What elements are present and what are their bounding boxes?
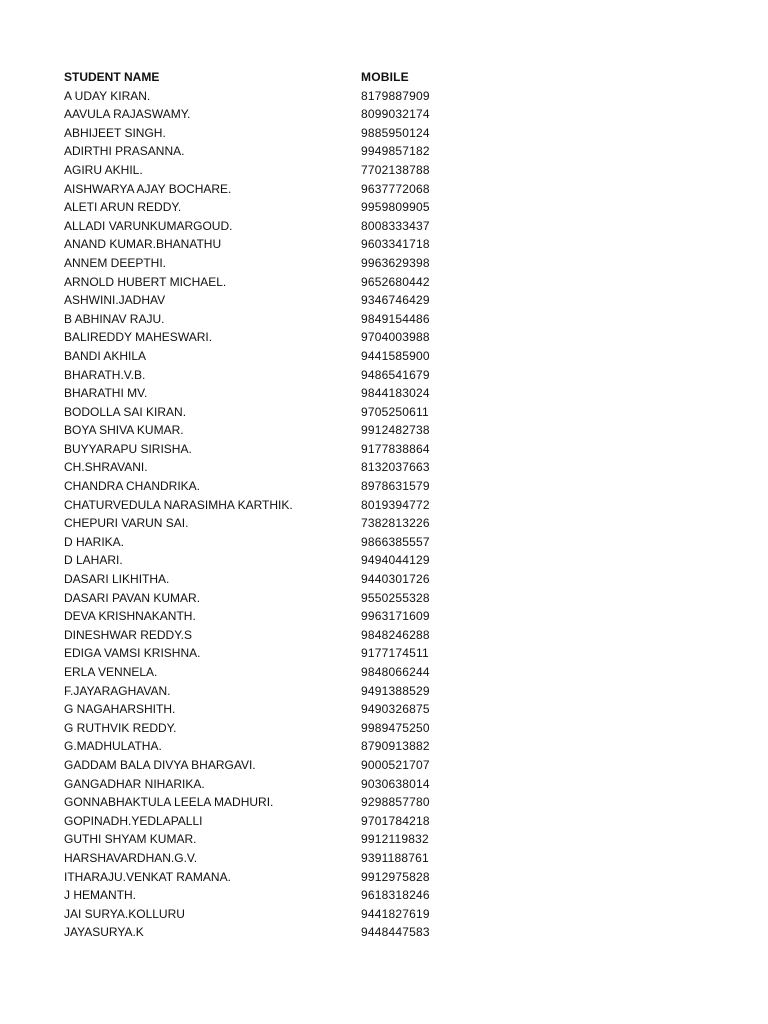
table-row (64, 626, 484, 645)
table-row (64, 180, 484, 199)
mobile-number-cell: 8790913882 (361, 739, 430, 754)
student-name-cell: G.MADHULATHA. (64, 739, 162, 754)
mobile-number-cell: 9652680442 (361, 274, 430, 289)
mobile-number-cell: 8019394772 (361, 497, 430, 512)
table-row (64, 589, 484, 608)
student-name-cell: ABHIJEET SINGH. (64, 125, 166, 140)
column-header-mobile: MOBILE (361, 70, 409, 84)
student-name-cell: A UDAY KIRAN. (64, 88, 151, 103)
student-name-cell: BOYA SHIVA KUMAR. (64, 423, 184, 438)
student-name-cell: DEVA KRISHNAKANTH. (64, 609, 196, 624)
table-row (64, 161, 484, 180)
student-name-cell: ANAND KUMAR.BHANATHU (64, 237, 222, 252)
table-row (64, 812, 484, 831)
mobile-number-cell: 9486541679 (361, 367, 430, 382)
mobile-number-cell: 9441585900 (361, 348, 430, 363)
student-name-cell: J HEMANTH. (64, 888, 136, 903)
student-name-cell: BANDI AKHILA (64, 348, 147, 363)
student-name-cell: GONNABHAKTULA LEELA MADHURI. (64, 795, 274, 810)
mobile-number-cell: 9949857182 (361, 144, 430, 159)
table-row (64, 775, 484, 794)
mobile-number-cell: 9491388529 (361, 683, 430, 698)
student-name-cell: AAVULA RAJASWAMY. (64, 107, 191, 122)
mobile-number-cell: 9550255328 (361, 590, 430, 605)
table-row (64, 384, 484, 403)
table-row (64, 830, 484, 849)
table-row (64, 254, 484, 273)
mobile-number-cell: 9298857780 (361, 795, 430, 810)
table-row (64, 458, 484, 477)
table-header-row (64, 68, 484, 87)
table-body (64, 87, 484, 942)
mobile-number-cell: 9441827619 (361, 906, 430, 921)
table-row (64, 663, 484, 682)
mobile-number-cell: 9963629398 (361, 255, 430, 270)
student-name-cell: G RUTHVIK REDDY. (64, 720, 177, 735)
table-row (64, 682, 484, 701)
table-row (64, 310, 484, 329)
student-name-cell: CHEPURI VARUN SAI. (64, 516, 189, 531)
student-name-cell: DASARI LIKHITHA. (64, 572, 170, 587)
mobile-number-cell: 9848066244 (361, 665, 430, 679)
mobile-number-cell: 9448447583 (361, 925, 430, 940)
table-row (64, 886, 484, 905)
table-row (64, 700, 484, 719)
mobile-number-cell: 9912119832 (361, 832, 429, 847)
column-header-student-name: STUDENT NAME (64, 70, 160, 84)
mobile-number-cell: 9848246288 (361, 627, 430, 642)
student-name-cell: B ABHINAV RAJU. (64, 311, 165, 326)
table-row (64, 607, 484, 626)
student-name-cell: ERLA VENNELA. (64, 665, 158, 679)
student-name-cell: BALIREDDY MAHESWARI. (64, 330, 213, 345)
student-name-cell: F.JAYARAGHAVAN. (64, 683, 171, 698)
table-row (64, 793, 484, 812)
student-name-cell: CH.SHRAVANI. (64, 460, 148, 475)
mobile-number-cell: 9844183024 (361, 386, 430, 401)
table-row (64, 291, 484, 310)
student-name-cell: HARSHAVARDHAN.G.V. (64, 850, 198, 865)
mobile-number-cell: 9030638014 (361, 776, 430, 791)
student-name-cell: CHATURVEDULA NARASIMHA KARTHIK. (64, 497, 293, 512)
mobile-number-cell: 9603341718 (361, 237, 430, 252)
student-name-cell: ANNEM DEEPTHI. (64, 255, 167, 270)
table-row (64, 551, 484, 570)
table-row (64, 868, 484, 887)
table-row (64, 756, 484, 775)
mobile-number-cell: 9637772068 (361, 181, 430, 196)
mobile-number-cell: 9701784218 (361, 813, 430, 828)
student-name-cell: ASHWINI.JADHAV (64, 293, 166, 308)
mobile-number-cell: 9177174511 (361, 646, 429, 661)
mobile-number-cell: 8132037663 (361, 460, 430, 475)
student-name-cell: ADIRTHI PRASANNA. (64, 144, 185, 159)
table-row (64, 737, 484, 756)
table-row (64, 235, 484, 254)
mobile-number-cell: 9440301726 (361, 572, 430, 587)
table-row (64, 570, 484, 589)
table-row (64, 347, 484, 366)
table-row (64, 105, 484, 124)
mobile-number-cell: 9912975828 (361, 869, 430, 884)
student-name-cell: GOPINADH.YEDLAPALLI (64, 813, 203, 828)
student-name-cell: G NAGAHARSHITH. (64, 702, 176, 717)
mobile-number-cell: 9849154486 (361, 311, 430, 326)
student-name-cell: GUTHI SHYAM KUMAR. (64, 832, 197, 847)
mobile-number-cell: 7382813226 (361, 516, 430, 531)
mobile-number-cell: 8099032174 (361, 107, 430, 122)
table-row (64, 198, 484, 217)
student-name-cell: BODOLLA SAI KIRAN. (64, 404, 187, 419)
table-row (64, 440, 484, 459)
table-row (64, 366, 484, 385)
table-row (64, 514, 484, 533)
table-row (64, 496, 484, 515)
student-name-cell: BHARATH.V.B. (64, 367, 146, 382)
student-name-cell: ARNOLD HUBERT MICHAEL. (64, 274, 227, 289)
mobile-number-cell: 9000521707 (361, 757, 430, 772)
table-row (64, 849, 484, 868)
mobile-number-cell: 9912482738 (361, 423, 430, 438)
mobile-number-cell: 8008333437 (361, 218, 430, 233)
student-name-cell: GANGADHAR NIHARIKA. (64, 776, 205, 791)
table-row (64, 923, 484, 942)
mobile-number-cell: 9959809905 (361, 200, 430, 215)
table-row (64, 403, 484, 422)
student-name-cell: JAYASURYA.K (64, 925, 144, 940)
mobile-number-cell: 9490326875 (361, 702, 430, 717)
student-name-cell: ITHARAJU.VENKAT RAMANA. (64, 869, 231, 884)
table-row (64, 217, 484, 236)
table-row (64, 421, 484, 440)
mobile-number-cell: 9494044129 (361, 553, 430, 568)
student-name-cell: CHANDRA CHANDRIKA. (64, 479, 201, 494)
mobile-number-cell: 9989475250 (361, 720, 430, 735)
mobile-number-cell: 8179887909 (361, 88, 430, 103)
mobile-number-cell: 7702138788 (361, 162, 430, 177)
mobile-number-cell: 9177838864 (361, 441, 430, 456)
mobile-number-cell: 9618318246 (361, 888, 430, 903)
mobile-number-cell: 8978631579 (361, 479, 430, 494)
student-name-cell: ALLADI VARUNKUMARGOUD. (64, 218, 233, 233)
mobile-number-cell: 9704003988 (361, 330, 430, 345)
mobile-number-cell: 9391188761 (361, 850, 429, 865)
table-row (64, 477, 484, 496)
student-contact-table (64, 68, 484, 942)
mobile-number-cell: 9885950124 (361, 125, 430, 140)
table-row (64, 719, 484, 738)
student-name-cell: DASARI PAVAN KUMAR. (64, 590, 201, 605)
student-name-cell: ALETI ARUN REDDY. (64, 200, 182, 215)
student-name-cell: EDIGA VAMSI KRISHNA. (64, 646, 201, 661)
mobile-number-cell: 9346746429 (361, 293, 430, 308)
student-name-cell: D HARIKA. (64, 534, 125, 549)
table-row (64, 142, 484, 161)
student-name-cell: GADDAM BALA DIVYA BHARGAVI. (64, 757, 256, 772)
table-row (64, 87, 484, 106)
mobile-number-cell: 9705250611 (361, 404, 429, 419)
student-name-cell: AISHWARYA AJAY BOCHARE. (64, 181, 232, 196)
table-row (64, 533, 484, 552)
table-row (64, 905, 484, 924)
student-name-cell: AGIRU AKHIL. (64, 162, 143, 177)
student-name-cell: BUYYARAPU SIRISHA. (64, 441, 192, 456)
mobile-number-cell: 9963171609 (361, 609, 430, 624)
mobile-number-cell: 9866385557 (361, 534, 430, 549)
table-row (64, 124, 484, 143)
student-name-cell: JAI SURYA.KOLLURU (64, 906, 185, 921)
table-row (64, 273, 484, 292)
student-name-cell: DINESHWAR REDDY.S (64, 627, 193, 642)
table-row (64, 328, 484, 347)
student-name-cell: BHARATHI MV. (64, 386, 148, 401)
table-row (64, 644, 484, 663)
student-name-cell: D LAHARI. (64, 553, 123, 568)
